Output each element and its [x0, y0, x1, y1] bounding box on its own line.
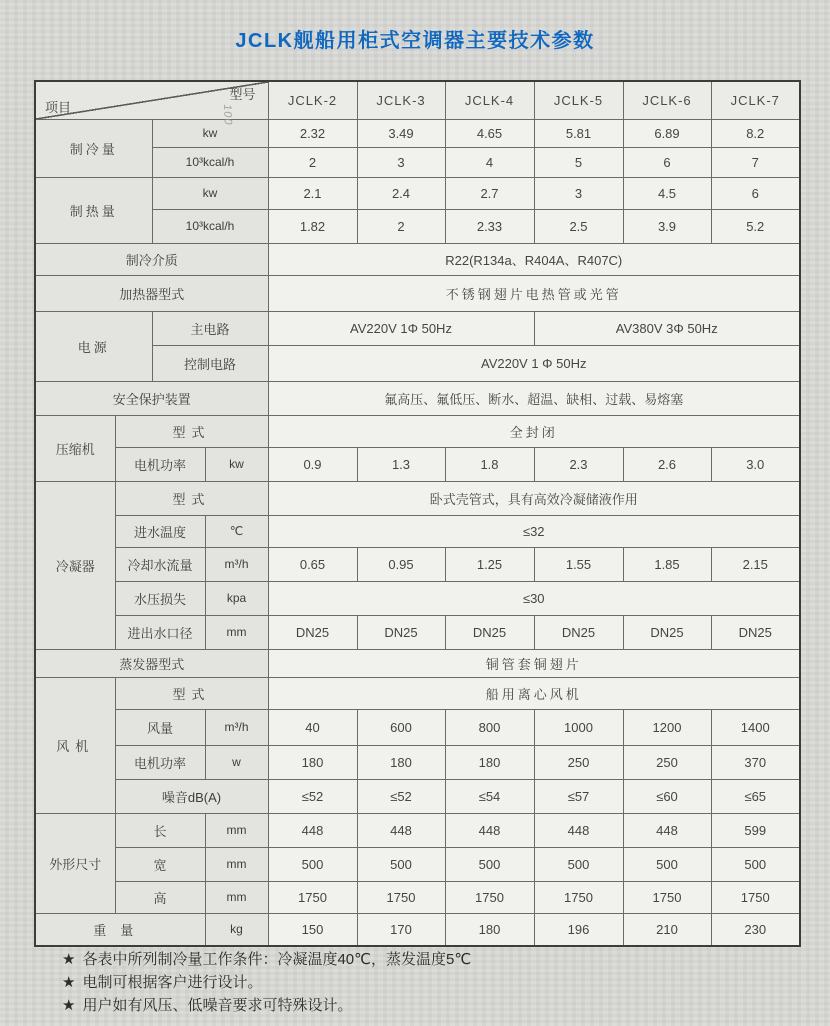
value-cell: ≤65	[711, 779, 800, 813]
footnote-text: 用户如有风压、低噪音要求可特殊设计。	[82, 997, 353, 1014]
port-size-label: 进出水口径	[115, 615, 205, 649]
value-cell: 150	[268, 913, 357, 946]
value-cell: DN25	[445, 615, 534, 649]
value-cell: ≤57	[534, 779, 623, 813]
value-cell: 1200	[623, 709, 711, 745]
inlet-temp-value: ≤32	[268, 515, 800, 547]
value-cell: DN25	[268, 615, 357, 649]
compressor-label: 压缩机	[35, 415, 115, 481]
value-cell: 5.2	[711, 209, 800, 243]
model-header: JCLK-4	[445, 81, 534, 119]
value-cell: 180	[445, 745, 534, 779]
value-cell: 1.3	[357, 447, 445, 481]
fan-airflow-row	[35, 709, 800, 745]
value-cell: 180	[445, 913, 534, 946]
value-cell: ≤54	[445, 779, 534, 813]
value-cell: 2.1	[268, 177, 357, 209]
airflow-unit: m³/h	[205, 709, 268, 745]
pressure-loss-unit: kpa	[205, 581, 268, 615]
length-label: 长	[115, 813, 205, 847]
value-cell: DN25	[623, 615, 711, 649]
heater-label: 加热器型式	[35, 275, 268, 311]
value-cell: 500	[534, 847, 623, 881]
heater-value: 不锈钢翅片电热管或光管	[268, 275, 800, 311]
heater-row	[35, 275, 800, 311]
pressure-loss-value: ≤30	[268, 581, 800, 615]
value-cell: 448	[445, 813, 534, 847]
value-cell: 500	[711, 847, 800, 881]
value-cell: 0.95	[357, 547, 445, 581]
value-cell: 448	[534, 813, 623, 847]
value-cell: 170	[357, 913, 445, 946]
value-cell: 2	[357, 209, 445, 243]
power-main-left: AV220V 1Φ 50Hz	[268, 311, 534, 345]
cooling-kcal-unit: 10³kcal/h	[152, 147, 268, 177]
value-cell: 2.6	[623, 447, 711, 481]
compressor-motor-row	[35, 447, 800, 481]
fan-noise-row	[35, 779, 800, 813]
value-cell: 4.65	[445, 119, 534, 147]
length-unit: mm	[205, 813, 268, 847]
compressor-type-value: 全封闭	[268, 415, 800, 447]
value-cell: 1.85	[623, 547, 711, 581]
condenser-pressure-loss-row	[35, 581, 800, 615]
power-main-right: AV380V 3Φ 50Hz	[534, 311, 800, 345]
value-cell: ≤52	[357, 779, 445, 813]
height-unit: mm	[205, 881, 268, 913]
value-cell: 3	[534, 177, 623, 209]
weight-unit: kg	[205, 913, 268, 946]
value-cell: 3.0	[711, 447, 800, 481]
fan-motor-unit: w	[205, 745, 268, 779]
evaporator-row	[35, 649, 800, 677]
fan-type-row	[35, 677, 800, 709]
star-icon: ★	[62, 951, 76, 968]
star-icon: ★	[62, 974, 76, 991]
airflow-label: 风量	[115, 709, 205, 745]
heating-kcal-unit: 10³kcal/h	[152, 209, 268, 243]
fan-label: 风机	[35, 677, 115, 813]
value-cell: 5.81	[534, 119, 623, 147]
value-cell: 196	[534, 913, 623, 946]
value-cell: 3.9	[623, 209, 711, 243]
condenser-type-row	[35, 481, 800, 515]
value-cell: 2.7	[445, 177, 534, 209]
dimensions-label: 外形尺寸	[35, 813, 115, 913]
spec-table	[34, 80, 801, 947]
pressure-loss-label: 水压损失	[115, 581, 205, 615]
corner-item-label: 项目	[45, 99, 72, 115]
value-cell: DN25	[711, 615, 800, 649]
power-control-value: AV220V 1 Φ 50Hz	[268, 345, 800, 381]
value-cell: DN25	[357, 615, 445, 649]
footnote-line	[62, 948, 802, 971]
inlet-temp-label: 进水温度	[115, 515, 205, 547]
footnotes	[62, 948, 802, 1017]
value-cell: 1.55	[534, 547, 623, 581]
condenser-label: 冷凝器	[35, 481, 115, 649]
power-main-label: 主电路	[152, 311, 268, 345]
height-label: 高	[115, 881, 205, 913]
dimension-height-row	[35, 881, 800, 913]
power-main-row	[35, 311, 800, 345]
fan-type-value: 船用离心风机	[268, 677, 800, 709]
heating-label: 制热量	[35, 177, 152, 243]
value-cell: 2.3	[534, 447, 623, 481]
value-cell: 180	[357, 745, 445, 779]
value-cell: DN25	[534, 615, 623, 649]
condenser-inlet-temp-row	[35, 515, 800, 547]
compressor-type-row	[35, 415, 800, 447]
value-cell: 180	[268, 745, 357, 779]
condenser-type-label: 型式	[115, 481, 268, 515]
value-cell: 2	[268, 147, 357, 177]
footnote-line	[62, 971, 802, 994]
footnote-line	[62, 994, 802, 1017]
value-cell: 6	[623, 147, 711, 177]
weight-label: 重量	[35, 913, 205, 946]
value-cell: 40	[268, 709, 357, 745]
value-cell: 1.82	[268, 209, 357, 243]
value-cell: 250	[534, 745, 623, 779]
width-label: 宽	[115, 847, 205, 881]
heating-kw-unit: kw	[152, 177, 268, 209]
header-row	[35, 81, 800, 119]
value-cell: 1750	[268, 881, 357, 913]
value-cell: 800	[445, 709, 534, 745]
evaporator-value: 铜管套铜翅片	[268, 649, 800, 677]
cooling-kw-row	[35, 119, 800, 147]
model-header: JCLK-6	[623, 81, 711, 119]
value-cell: 8.2	[711, 119, 800, 147]
cooling-label: 制冷量	[35, 119, 152, 177]
heating-kw-row	[35, 177, 800, 209]
inlet-temp-unit: ℃	[205, 515, 268, 547]
model-header: JCLK-2	[268, 81, 357, 119]
footnote-text: 电制可根据客户进行设计。	[82, 974, 263, 991]
fan-motor-row	[35, 745, 800, 779]
value-cell: 0.65	[268, 547, 357, 581]
page-title: JCLK舰船用柜式空调器主要技术参数	[235, 30, 595, 52]
value-cell: 3.49	[357, 119, 445, 147]
value-cell: ≤52	[268, 779, 357, 813]
model-header: JCLK-7	[711, 81, 800, 119]
cooling-kw-unit: kw	[152, 119, 268, 147]
width-unit: mm	[205, 847, 268, 881]
value-cell: 1750	[445, 881, 534, 913]
value-cell: 230	[711, 913, 800, 946]
value-cell: ≤60	[623, 779, 711, 813]
value-cell: 6	[711, 177, 800, 209]
safety-value: 氟高压、氟低压、断水、超温、缺相、过载、易熔塞	[268, 381, 800, 415]
compressor-motor-label: 电机功率	[115, 447, 205, 481]
value-cell: 448	[268, 813, 357, 847]
fan-type-label: 型式	[115, 677, 268, 709]
value-cell: 1.8	[445, 447, 534, 481]
port-size-unit: mm	[205, 615, 268, 649]
water-flow-label: 冷却水流量	[115, 547, 205, 581]
value-cell: 448	[623, 813, 711, 847]
value-cell: 6.89	[623, 119, 711, 147]
value-cell: 1000	[534, 709, 623, 745]
power-label: 电源	[35, 311, 152, 381]
refrigerant-row	[35, 243, 800, 275]
value-cell: 1750	[357, 881, 445, 913]
value-cell: 600	[357, 709, 445, 745]
handwritten-mark: 100	[221, 104, 234, 126]
value-cell: 4.5	[623, 177, 711, 209]
footnote-text: 各表中所列制冷量工作条件：冷凝温度40℃，蒸发温度5℃	[82, 951, 472, 968]
water-flow-unit: m³/h	[205, 547, 268, 581]
condenser-water-flow-row	[35, 547, 800, 581]
model-header: JCLK-5	[534, 81, 623, 119]
corner-model-label: 型号	[229, 87, 256, 102]
value-cell: 500	[268, 847, 357, 881]
value-cell: 250	[623, 745, 711, 779]
value-cell: 1750	[534, 881, 623, 913]
value-cell: 4	[445, 147, 534, 177]
compressor-motor-unit: kw	[205, 447, 268, 481]
value-cell: 448	[357, 813, 445, 847]
value-cell: 2.15	[711, 547, 800, 581]
value-cell: 500	[623, 847, 711, 881]
value-cell: 2.5	[534, 209, 623, 243]
model-header: JCLK-3	[357, 81, 445, 119]
value-cell: 5	[534, 147, 623, 177]
value-cell: 370	[711, 745, 800, 779]
value-cell: 210	[623, 913, 711, 946]
value-cell: 0.9	[268, 447, 357, 481]
evaporator-label: 蒸发器型式	[35, 649, 268, 677]
value-cell: 599	[711, 813, 800, 847]
value-cell: 2.32	[268, 119, 357, 147]
value-cell: 2.4	[357, 177, 445, 209]
weight-row	[35, 913, 800, 946]
value-cell: 500	[445, 847, 534, 881]
safety-label: 安全保护装置	[35, 381, 268, 415]
value-cell: 3	[357, 147, 445, 177]
fan-motor-label: 电机功率	[115, 745, 205, 779]
dimension-width-row	[35, 847, 800, 881]
value-cell: 2.33	[445, 209, 534, 243]
value-cell: 1.25	[445, 547, 534, 581]
value-cell: 1400	[711, 709, 800, 745]
refrigerant-label: 制冷介质	[35, 243, 268, 275]
value-cell: 1750	[711, 881, 800, 913]
compressor-type-label: 型式	[115, 415, 268, 447]
condenser-type-value: 卧式壳管式，具有高效冷凝储液作用	[268, 481, 800, 515]
star-icon: ★	[62, 997, 76, 1014]
value-cell: 500	[357, 847, 445, 881]
condenser-port-size-row	[35, 615, 800, 649]
safety-row	[35, 381, 800, 415]
power-control-label: 控制电路	[152, 345, 268, 381]
value-cell: 1750	[623, 881, 711, 913]
dimension-length-row	[35, 813, 800, 847]
refrigerant-value: R22(R134a、R404A、R407C)	[268, 243, 800, 275]
value-cell: 7	[711, 147, 800, 177]
noise-label: 噪音dB(A)	[115, 779, 268, 813]
